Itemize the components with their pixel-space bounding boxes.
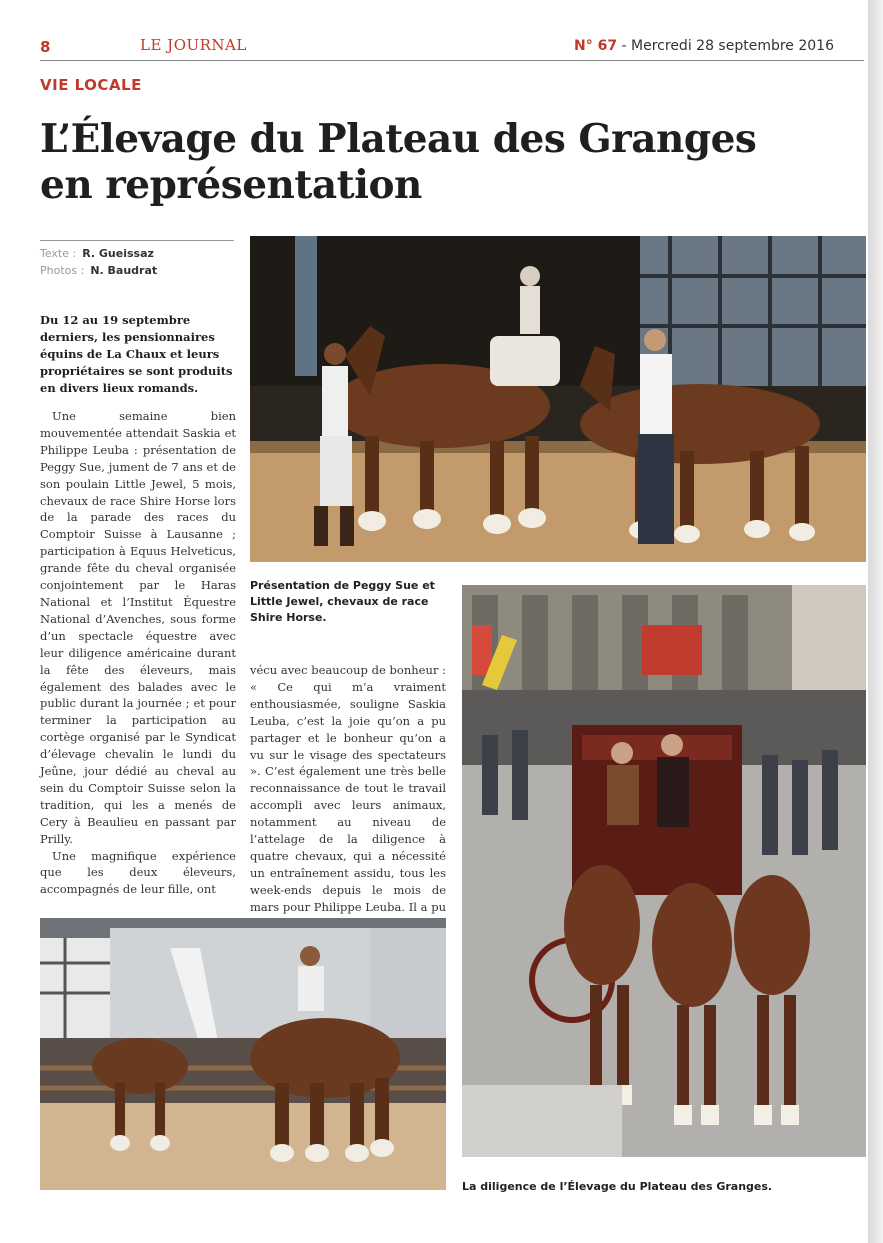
photo-arena-presentation — [250, 236, 866, 562]
article-title — [40, 116, 840, 208]
paragraph-2: Une magnifique expérience que les deux éleveurs, accompagnés de leur fille, ont — [40, 848, 236, 897]
page-edge — [868, 0, 883, 1243]
paragraph-2-continued: vécu avec beaucoup de bonheur : « Ce qui m’a vraiment enthousiasmée, souligne Saskia Leuba, c’est la joie qu’on a pu partager et le bonheur qu’on a vu sur le visage des spectateurs ». C’est également une très belle reconnaissance de tout le travail accompli avec leurs animaux, notamment au niveau de l’attelage de la diligence à quatre chevaux, qui a nécessité un entraînement assidu, tous les week-ends depuis le mois de mars pour Philippe Leuba. Il a pu — [250, 663, 446, 914]
issue-info — [574, 38, 834, 54]
caption-top-photo: Présentation de Peggy Sue et Little Jewel, chevaux de race Shire Horse. — [250, 579, 435, 624]
photo-riding-presentation — [40, 918, 446, 1190]
article-column-2 — [250, 662, 446, 914]
article-lede: Du 12 au 19 septembre derniers, les pensionnaires équins de La Chaux et leurs propriétaires se sont produits en divers lieux romands. — [40, 313, 233, 395]
text-credit-label: Texte : — [40, 247, 77, 260]
issue-number: N° 67 — [574, 38, 618, 54]
issue-date: - Mercredi 28 septembre 2016 — [621, 38, 834, 54]
publication-name: LE JOURNAL — [140, 36, 247, 54]
photo-credit — [40, 264, 157, 277]
caption-right-photo: La diligence de l’Élevage du Plateau des Granges. — [462, 1180, 773, 1193]
section-label: VIE LOCALE — [40, 76, 142, 94]
article-column-1 — [40, 408, 236, 898]
page-number: 8 — [40, 38, 51, 56]
title-line-1: L’Élevage du Plateau des Granges — [40, 116, 757, 162]
text-author: R. Gueissaz — [82, 247, 154, 260]
title-line-2: en représentation — [40, 162, 422, 208]
paragraph-1: Une semaine bien mouvementée attendait Saskia et Philippe Leuba : présentation de Peggy Sue, jument de 7 ans et de son poulain Little Jewel, 5 mois, chevaux de race Shire Horse lors de la parade des races du Comptoir Suisse à Lausanne ; participation à Equus Helveticus, grande fête du cheval organisée conjointement par le Haras National et l’Institut Équestre National d’Avenches, sous forme d’un spectacle équestre avec leur diligence américaine durant la fête des éleveurs, mais également des balades avec le public durant la journée ; et pour terminer la participation au cortège organisé par le Syndicat d’élevage chevalin le lundi du Jeûne, jour dédié au cheval au sein du Comptoir Suisse selon la tradition, qui les a menés de Cery à Beaulieu en passant par Prilly. — [40, 409, 236, 846]
text-credit — [40, 247, 154, 260]
photo-stagecoach — [462, 585, 866, 1157]
credits-rule — [40, 240, 234, 241]
photo-author: N. Baudrat — [90, 264, 158, 277]
photo-credit-label: Photos : — [40, 264, 85, 277]
header-rule — [40, 60, 864, 61]
